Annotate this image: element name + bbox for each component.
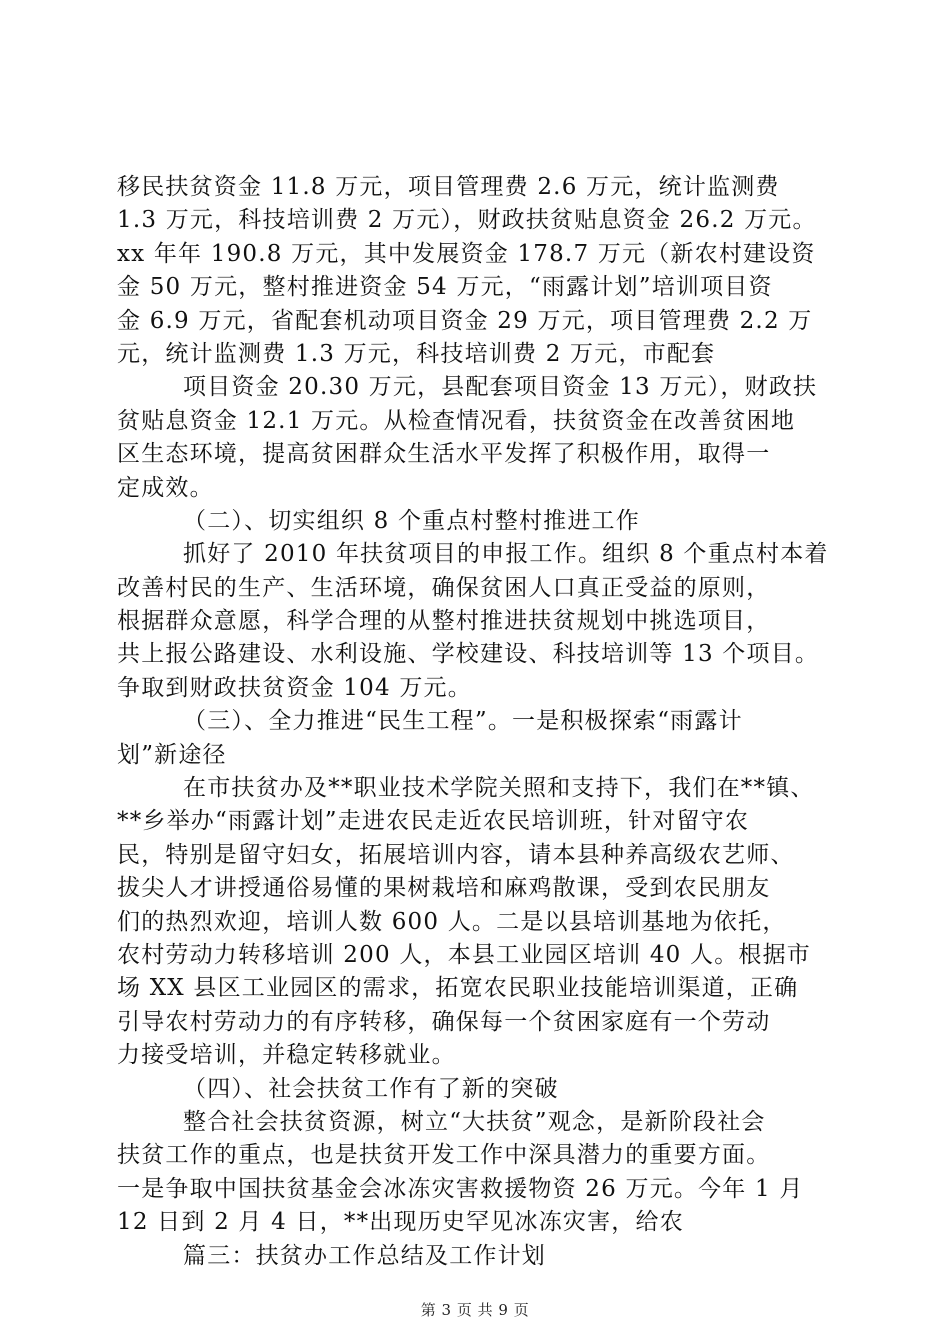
- text-line: 引导农村劳动力的有序转移，确保每一个贫困家庭有一个劳动: [117, 1008, 771, 1035]
- text-line: 12 日到 2 月 4 日，**出现历史罕见冰冻灾害，给农: [117, 1209, 684, 1236]
- text-line: 农村劳动力转移培训 200 人，本县工业园区培训 40 人。根据市: [117, 941, 812, 968]
- text-line: 移民扶贫资金 11.8 万元，项目管理费 2.6 万元，统计监测费: [117, 174, 780, 200]
- text-line: 篇三：扶贫办工作总结及工作计划: [183, 1242, 546, 1269]
- text-line: 共上报公路建设、水利设施、学校建设、科技培训等 13 个项目。: [117, 641, 820, 668]
- text-line: 项目资金 20.30 万元，县配套项目资金 13 万元），财政扶: [183, 374, 818, 401]
- text-line: **乡举办“雨露计划”走进农民走近农民培训班，针对留守农: [117, 808, 750, 835]
- text-line: 改善村民的生产、生活环境，确保贫困人口真正受益的原则，: [117, 574, 771, 601]
- text-line: 民，特别是留守妇女，拓展培训内容，请本县种养高级农艺师、: [117, 841, 795, 868]
- text-line: 扶贫工作的重点，也是扶贫开发工作中深具潜力的重要方面。: [117, 1142, 771, 1169]
- text-line: （三）、全力推进“民生工程”。一是积极探索“雨露计: [183, 708, 743, 735]
- text-line: 划”新途径: [117, 741, 227, 768]
- text-line: 场 XX 县区工业园区的需求，拓宽农民职业技能培训渠道，正确: [117, 975, 799, 1002]
- text-line: 整合社会扶贫资源，树立“大扶贫”观念，是新阶段社会: [183, 1108, 766, 1135]
- body-text: [117, 171, 837, 1273]
- text-line: 力接受培训，并稳定转移就业。: [117, 1042, 456, 1069]
- text-line: 一是争取中国扶贫基金会冰冻灾害救援物资 26 万元。今年 1 月: [117, 1175, 804, 1202]
- text-line: 金 6.9 万元，省配套机动项目资金 29 万元，项目管理费 2.2 万: [117, 307, 813, 334]
- text-line: 贫贴息资金 12.1 万元。从检查情况看，扶贫资金在改善贫困地: [117, 407, 796, 434]
- text-line: 们的热烈欢迎，培训人数 600 人。二是以县培训基地为依托，: [117, 908, 787, 935]
- text-line: （二）、切实组织 8 个重点村整村推进工作: [183, 507, 640, 534]
- text-line: 拔尖人才讲授通俗易懂的果树栽培和麻鸡散课，受到农民朋友: [117, 875, 771, 902]
- text-line: 元，统计监测费 1.3 万元，科技培训费 2 万元，市配套: [117, 340, 716, 367]
- text-line: 1.3 万元，科技培训费 2 万元），财政扶贫贴息资金 26.2 万元。: [117, 207, 817, 234]
- text-line: 区生态环境，提高贫困群众生活水平发挥了积极作用，取得一: [117, 441, 771, 468]
- text-line: 抓好了 2010 年扶贫项目的申报工作。组织 8 个重点村本着: [183, 541, 829, 568]
- text-line: 金 50 万元，整村推进资金 54 万元，“雨露计划”培训项目资: [117, 274, 773, 301]
- text-line: xx 年年 190.8 万元，其中发展资金 178.7 万元（新农村建设资: [117, 240, 816, 267]
- text-line: 根据群众意愿，科学合理的从整村推进扶贫规划中挑选项目，: [117, 608, 771, 635]
- text-line: 在市扶贫办及**职业技术学院关照和支持下，我们在**镇、: [183, 775, 815, 802]
- text-line: （四）、社会扶贫工作有了新的突破: [183, 1075, 559, 1102]
- page-footer: 第 3 页 共 9 页: [420, 1301, 530, 1319]
- text-line: 争取到财政扶贫资金 104 万元。: [117, 674, 472, 701]
- text-line: 定成效。: [117, 474, 214, 501]
